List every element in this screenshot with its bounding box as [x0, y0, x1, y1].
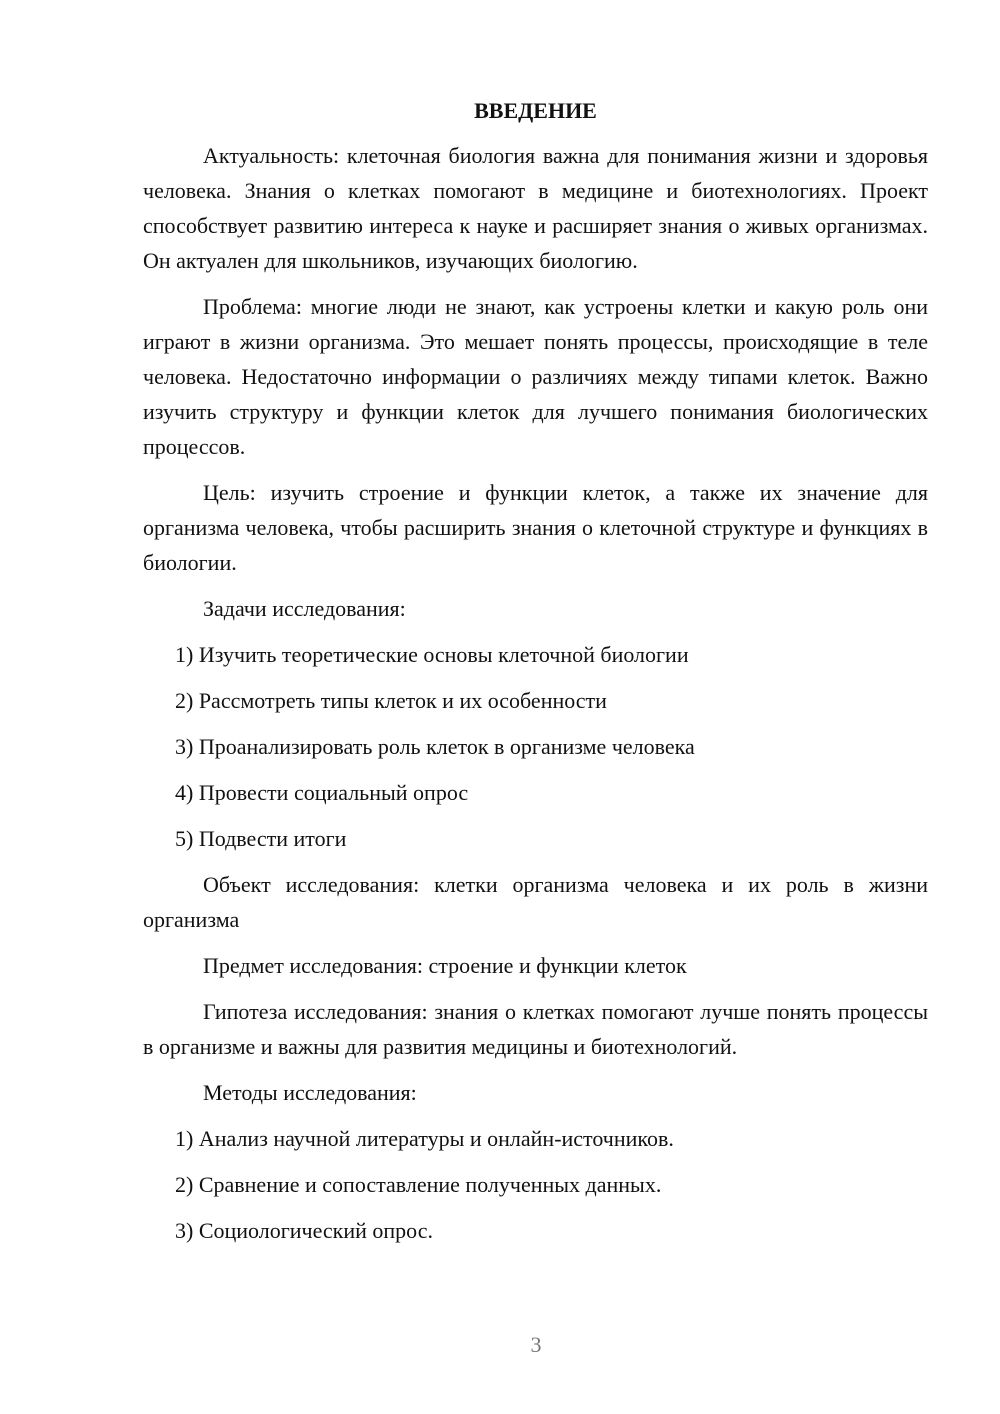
goal-paragraph: Цель: изучить строение и функции клеток, а также их значение для организма человека, чтобы расширить знания о клеточной структуре и функциях в биологии.	[143, 480, 928, 575]
methods-list	[143, 1121, 928, 1248]
tasks-list	[143, 637, 928, 856]
task-item: 3) Проанализировать роль клеток в организме человека	[175, 734, 695, 759]
relevance-paragraph: Актуальность: клеточная биология важна для понимания жизни и здоровья человека. Знания о клетках помогают в медицине и биотехнологиях. Проект способствует развитию интереса к науке и расширяет знания о живых организмах. Он актуален для школьников, изучающих биологию.	[143, 143, 928, 273]
page-number: 3	[530, 1332, 542, 1357]
task-item: 4) Провести социальный опрос	[175, 780, 469, 805]
document-body	[143, 96, 928, 1259]
method-item: 1) Анализ научной литературы и онлайн-источников.	[175, 1126, 674, 1151]
subject-paragraph: Предмет исследования: строение и функции клеток	[203, 953, 687, 978]
methods-heading: Методы исследования:	[203, 1080, 417, 1105]
method-item: 3) Социологический опрос.	[175, 1218, 433, 1243]
problem-paragraph: Проблема: многие люди не знают, как устроены клетки и какую роль они играют в жизни организма. Это мешает понять процессы, происходящие в теле человека. Недостаточно информации о различиях между типами клеток. Важно изучить структуру и функции клеток для лучшего понимания биологических процессов.	[143, 294, 928, 459]
tasks-heading: Задачи исследования:	[203, 596, 406, 621]
document-title: ВВЕДЕНИЕ	[474, 98, 597, 123]
object-paragraph: Объект исследования: клетки организма человека и их роль в жизни организма	[143, 872, 928, 932]
method-item: 2) Сравнение и сопоставление полученных данных.	[175, 1172, 662, 1197]
task-item: 2) Рассмотреть типы клеток и их особенности	[175, 688, 607, 713]
hypothesis-paragraph: Гипотеза исследования: знания о клетках помогают лучше понять процессы в организме и важны для развития медицины и биотехнологий.	[143, 999, 928, 1059]
task-item: 5) Подвести итоги	[175, 826, 347, 851]
task-item: 1) Изучить теоретические основы клеточной биологии	[175, 642, 689, 667]
